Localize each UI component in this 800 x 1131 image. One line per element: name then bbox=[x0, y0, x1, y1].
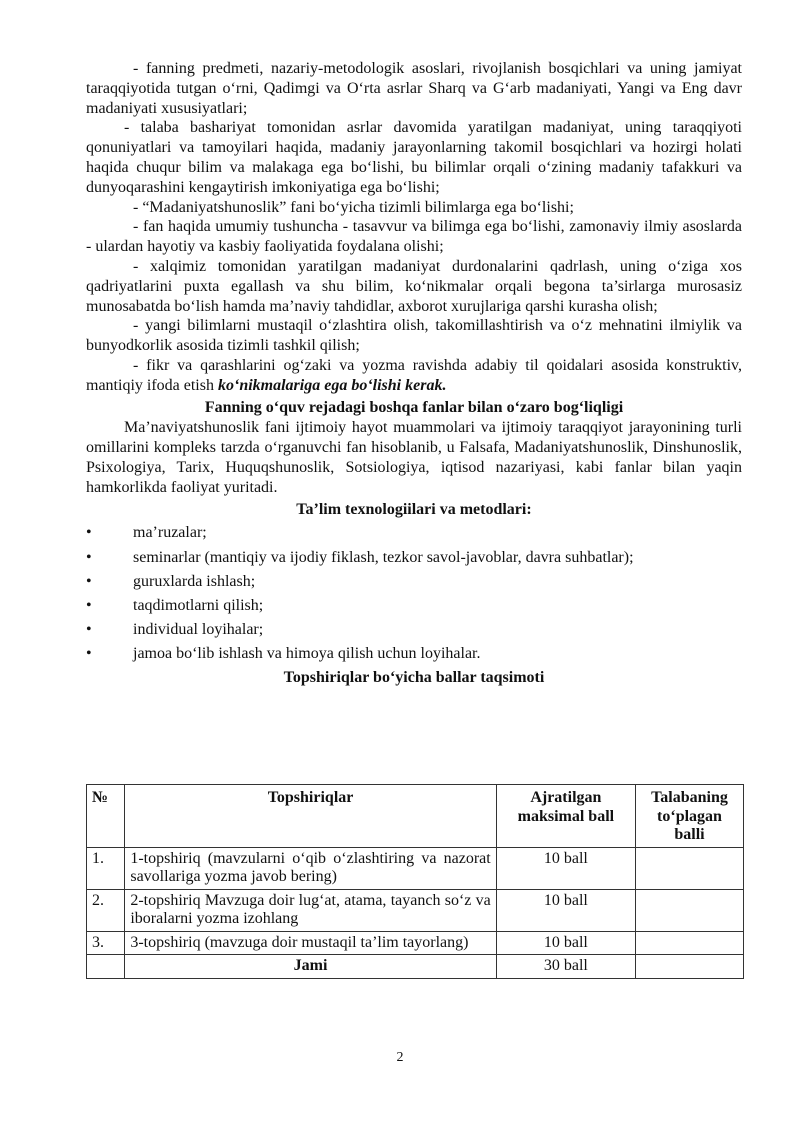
list-item bbox=[86, 594, 742, 618]
row-student-score bbox=[636, 931, 744, 955]
list-item bbox=[86, 642, 742, 666]
list-item-text: individual loyihalar; bbox=[133, 621, 264, 639]
list-item-text: ma’ruzalar; bbox=[133, 524, 207, 542]
list-item-text: jamoa bo‘lib ishlash va himoya qilish uchun loyihalar. bbox=[133, 645, 481, 663]
row-max-score: 10 ball bbox=[496, 889, 635, 931]
goal-paragraph-7 bbox=[86, 356, 742, 396]
row-task: 1-topshiriq (mavzularni o‘qib o‘zlashtiring va nazorat savollariga yozma javob bering) bbox=[125, 847, 496, 889]
list-item-text: seminarlar (mantiqiy va ijodiy fiklash, tezkor savol-javoblar, davra suhbatlar); bbox=[133, 548, 634, 566]
goal-paragraph-3: - “Madaniyatshunoslik” fani bo‘yicha tizimli bilimlarga ega bo‘lishi; bbox=[133, 198, 574, 216]
row-max-score: 10 ball bbox=[496, 847, 635, 889]
row-student-score bbox=[636, 889, 744, 931]
goal-paragraph-7-text: - fikr va qarashlarini og‘zaki va yozma ravishda adabiy til qoidalari asosida konstruktiv, mantiqiy ifoda etish bbox=[86, 356, 742, 394]
total-label: Jami bbox=[125, 955, 496, 979]
bullet-icon: • bbox=[86, 621, 92, 639]
goal-paragraph-1: - fanning predmeti, nazariy-metodologik asoslari, rivojlanish bosqichlari va uning jamiyat taraqqiyotida tutgan o‘rni, Qadimgi va O‘rta asrlar Sharq va G‘arb madaniyati, Yangi va Eng davr madaniyati xususiyatlari; bbox=[86, 60, 742, 117]
methods-list bbox=[86, 521, 742, 666]
goal-paragraph-7-emphasis: ko‘nikmalariga ega bo‘lishi kerak. bbox=[217, 376, 447, 394]
row-max-score: 10 ball bbox=[496, 931, 635, 955]
goal-paragraph-4: - fan haqida umumiy tushuncha - tasavvur va bilimga ega bo‘lishi, zamonaviy ilmiy asoslarda - ulardan hayotiy va kasbiy faoliyatida foydalana olishi; bbox=[86, 218, 742, 256]
bullet-icon: • bbox=[86, 524, 92, 542]
table-total-row bbox=[87, 955, 744, 979]
row-number: 2. bbox=[87, 889, 125, 931]
row-number: 1. bbox=[87, 847, 125, 889]
list-item-text: taqdimotlarni qilish; bbox=[133, 596, 264, 614]
scores-table bbox=[86, 784, 744, 979]
bullet-icon: • bbox=[86, 645, 92, 663]
list-item bbox=[86, 521, 742, 545]
bullet-icon: • bbox=[86, 548, 92, 566]
goal-paragraph-2: - talaba bashariyat tomonidan asrlar davomida yaratilgan madaniyat, uning taraqqiyoti qonuniyatlari va tamoyilari haqida, madaniy jarayonlarning takomil bosqichlari va hozirgi holati haqida chuqur bilim va malakaga ega bo‘lishi, bu bilimlar orqali o‘zining madaniy tafakkuri va dunyoqarashini kengaytirish imkoniyatiga ega bo‘lishi; bbox=[86, 119, 742, 196]
page-content bbox=[86, 59, 742, 689]
methods-heading: Ta’lim texnologiilari va metodlari: bbox=[296, 500, 532, 518]
total-number-cell bbox=[87, 955, 125, 979]
list-item bbox=[86, 546, 742, 570]
table-header-row bbox=[87, 785, 744, 848]
table-row bbox=[87, 847, 744, 889]
scores-heading: Topshiriqlar bo‘yicha ballar taqsimoti bbox=[283, 669, 545, 687]
list-item bbox=[86, 570, 742, 594]
page-number: 2 bbox=[396, 1050, 404, 1065]
row-student-score bbox=[636, 847, 744, 889]
column-header-number: № bbox=[87, 785, 125, 848]
list-item bbox=[86, 618, 742, 642]
total-student-score bbox=[636, 955, 744, 979]
row-task: 2-topshiriq Mavzuga doir lug‘at, atama, tayanch so‘z va iboralarni yozma izohlang bbox=[125, 889, 496, 931]
column-header-student-score: Talabaning to‘plagan balli bbox=[636, 785, 744, 848]
column-header-max-score: Ajratilgan maksimal ball bbox=[496, 785, 635, 848]
table-row bbox=[87, 931, 744, 955]
row-task: 3-topshiriq (mavzuga doir mustaqil ta’lim tayorlang) bbox=[125, 931, 496, 955]
list-item-text: guruxlarda ishlash; bbox=[133, 572, 256, 590]
goal-paragraph-6: - yangi bilimlarni mustaqil o‘zlashtira olish, takomillashtirish va o‘z mehnatini ilmiylik va bunyodkorlik asosida tizimli tashkil qilish; bbox=[86, 317, 742, 355]
row-number: 3. bbox=[87, 931, 125, 955]
total-max-score: 30 ball bbox=[496, 955, 635, 979]
goal-paragraph-5: - xalqimiz tomonidan yaratilgan madaniyat durdonalarini qadrlash, uning o‘ziga xos qadriyatlarini puxta egallash va shu bilim, ko‘nikmalar orqali begona ta’sirlarga murosasiz munosabatda bo‘lish hamda ma’naviy tahdidlar, axborot xurujlariga qarshi kurasha olish; bbox=[86, 257, 742, 315]
bullet-icon: • bbox=[86, 596, 92, 614]
links-heading: Fanning o‘quv rejadagi boshqa fanlar bilan o‘zaro bog‘liqligi bbox=[204, 398, 624, 416]
column-header-tasks: Topshiriqlar bbox=[125, 785, 496, 848]
table-row bbox=[87, 889, 744, 931]
bullet-icon: • bbox=[86, 572, 92, 590]
links-paragraph: Ma’naviyatshunoslik fani ijtimoiy hayot muammolari va ijtimoiy taraqqiyot jarayonining turli omillarini kompleks tarzda o‘rganuvchi fan hisoblanib, u Falsafa, Madaniyatshunoslik, Dinshunoslik, Psixologiya, Tarix, Huquqshunoslik, Sotsiologiya, iqtisod nazariyasi, kabi fanlar bilan yaqin hamkorlikda faoliyat yuritadi. bbox=[86, 419, 742, 496]
